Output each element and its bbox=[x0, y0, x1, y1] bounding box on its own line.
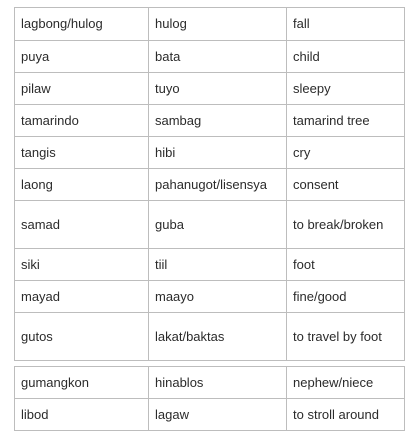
english-meaning-cell: child bbox=[287, 41, 405, 73]
table-row bbox=[15, 41, 405, 73]
table-row bbox=[15, 169, 405, 201]
cebuano-word-cell: tuyo bbox=[149, 73, 287, 105]
vocabulary-table-top bbox=[14, 7, 405, 361]
cebuano-word-cell: maayo bbox=[149, 281, 287, 313]
table-row bbox=[15, 281, 405, 313]
table-row bbox=[15, 201, 405, 249]
cebuano-word-cell: guba bbox=[149, 201, 287, 249]
english-meaning-cell: sleepy bbox=[287, 73, 405, 105]
cebuano-word-cell: lagaw bbox=[149, 399, 287, 431]
vocabulary-table-body bbox=[15, 8, 405, 361]
cebuano-word-cell: lakat/baktas bbox=[149, 313, 287, 361]
cebuano-variant-cell: libod bbox=[15, 399, 149, 431]
english-meaning-cell: to break/broken bbox=[287, 201, 405, 249]
cebuano-variant-cell: pilaw bbox=[15, 73, 149, 105]
cebuano-variant-cell: puya bbox=[15, 41, 149, 73]
cebuano-word-cell: tiil bbox=[149, 249, 287, 281]
table-row bbox=[15, 137, 405, 169]
table-row bbox=[15, 399, 405, 431]
english-meaning-cell: fine/good bbox=[287, 281, 405, 313]
english-meaning-cell: cry bbox=[287, 137, 405, 169]
cebuano-variant-cell: laong bbox=[15, 169, 149, 201]
table-row bbox=[15, 73, 405, 105]
cebuano-word-cell: hibi bbox=[149, 137, 287, 169]
table-row bbox=[15, 313, 405, 361]
cebuano-variant-cell: tamarindo bbox=[15, 105, 149, 137]
english-meaning-cell: foot bbox=[287, 249, 405, 281]
english-meaning-cell: to stroll around bbox=[287, 399, 405, 431]
english-meaning-cell: to travel by foot bbox=[287, 313, 405, 361]
cebuano-variant-cell: samad bbox=[15, 201, 149, 249]
english-meaning-cell: nephew/niece bbox=[287, 367, 405, 399]
table-row bbox=[15, 105, 405, 137]
cebuano-word-cell: hulog bbox=[149, 8, 287, 41]
english-meaning-cell: fall bbox=[287, 8, 405, 41]
cebuano-variant-cell: lagbong/hulog bbox=[15, 8, 149, 41]
cebuano-variant-cell: siki bbox=[15, 249, 149, 281]
cebuano-variant-cell: mayad bbox=[15, 281, 149, 313]
vocabulary-table-body bbox=[15, 367, 405, 431]
cebuano-word-cell: bata bbox=[149, 41, 287, 73]
cebuano-variant-cell: gutos bbox=[15, 313, 149, 361]
cebuano-word-cell: hinablos bbox=[149, 367, 287, 399]
cebuano-variant-cell: tangis bbox=[15, 137, 149, 169]
cebuano-variant-cell: gumangkon bbox=[15, 367, 149, 399]
table-row bbox=[15, 8, 405, 41]
cebuano-word-cell: sambag bbox=[149, 105, 287, 137]
table-row bbox=[15, 249, 405, 281]
vocabulary-table-bottom bbox=[14, 366, 405, 431]
cebuano-word-cell: pahanugot/lisensya bbox=[149, 169, 287, 201]
table-row bbox=[15, 367, 405, 399]
english-meaning-cell: consent bbox=[287, 169, 405, 201]
english-meaning-cell: tamarind tree bbox=[287, 105, 405, 137]
